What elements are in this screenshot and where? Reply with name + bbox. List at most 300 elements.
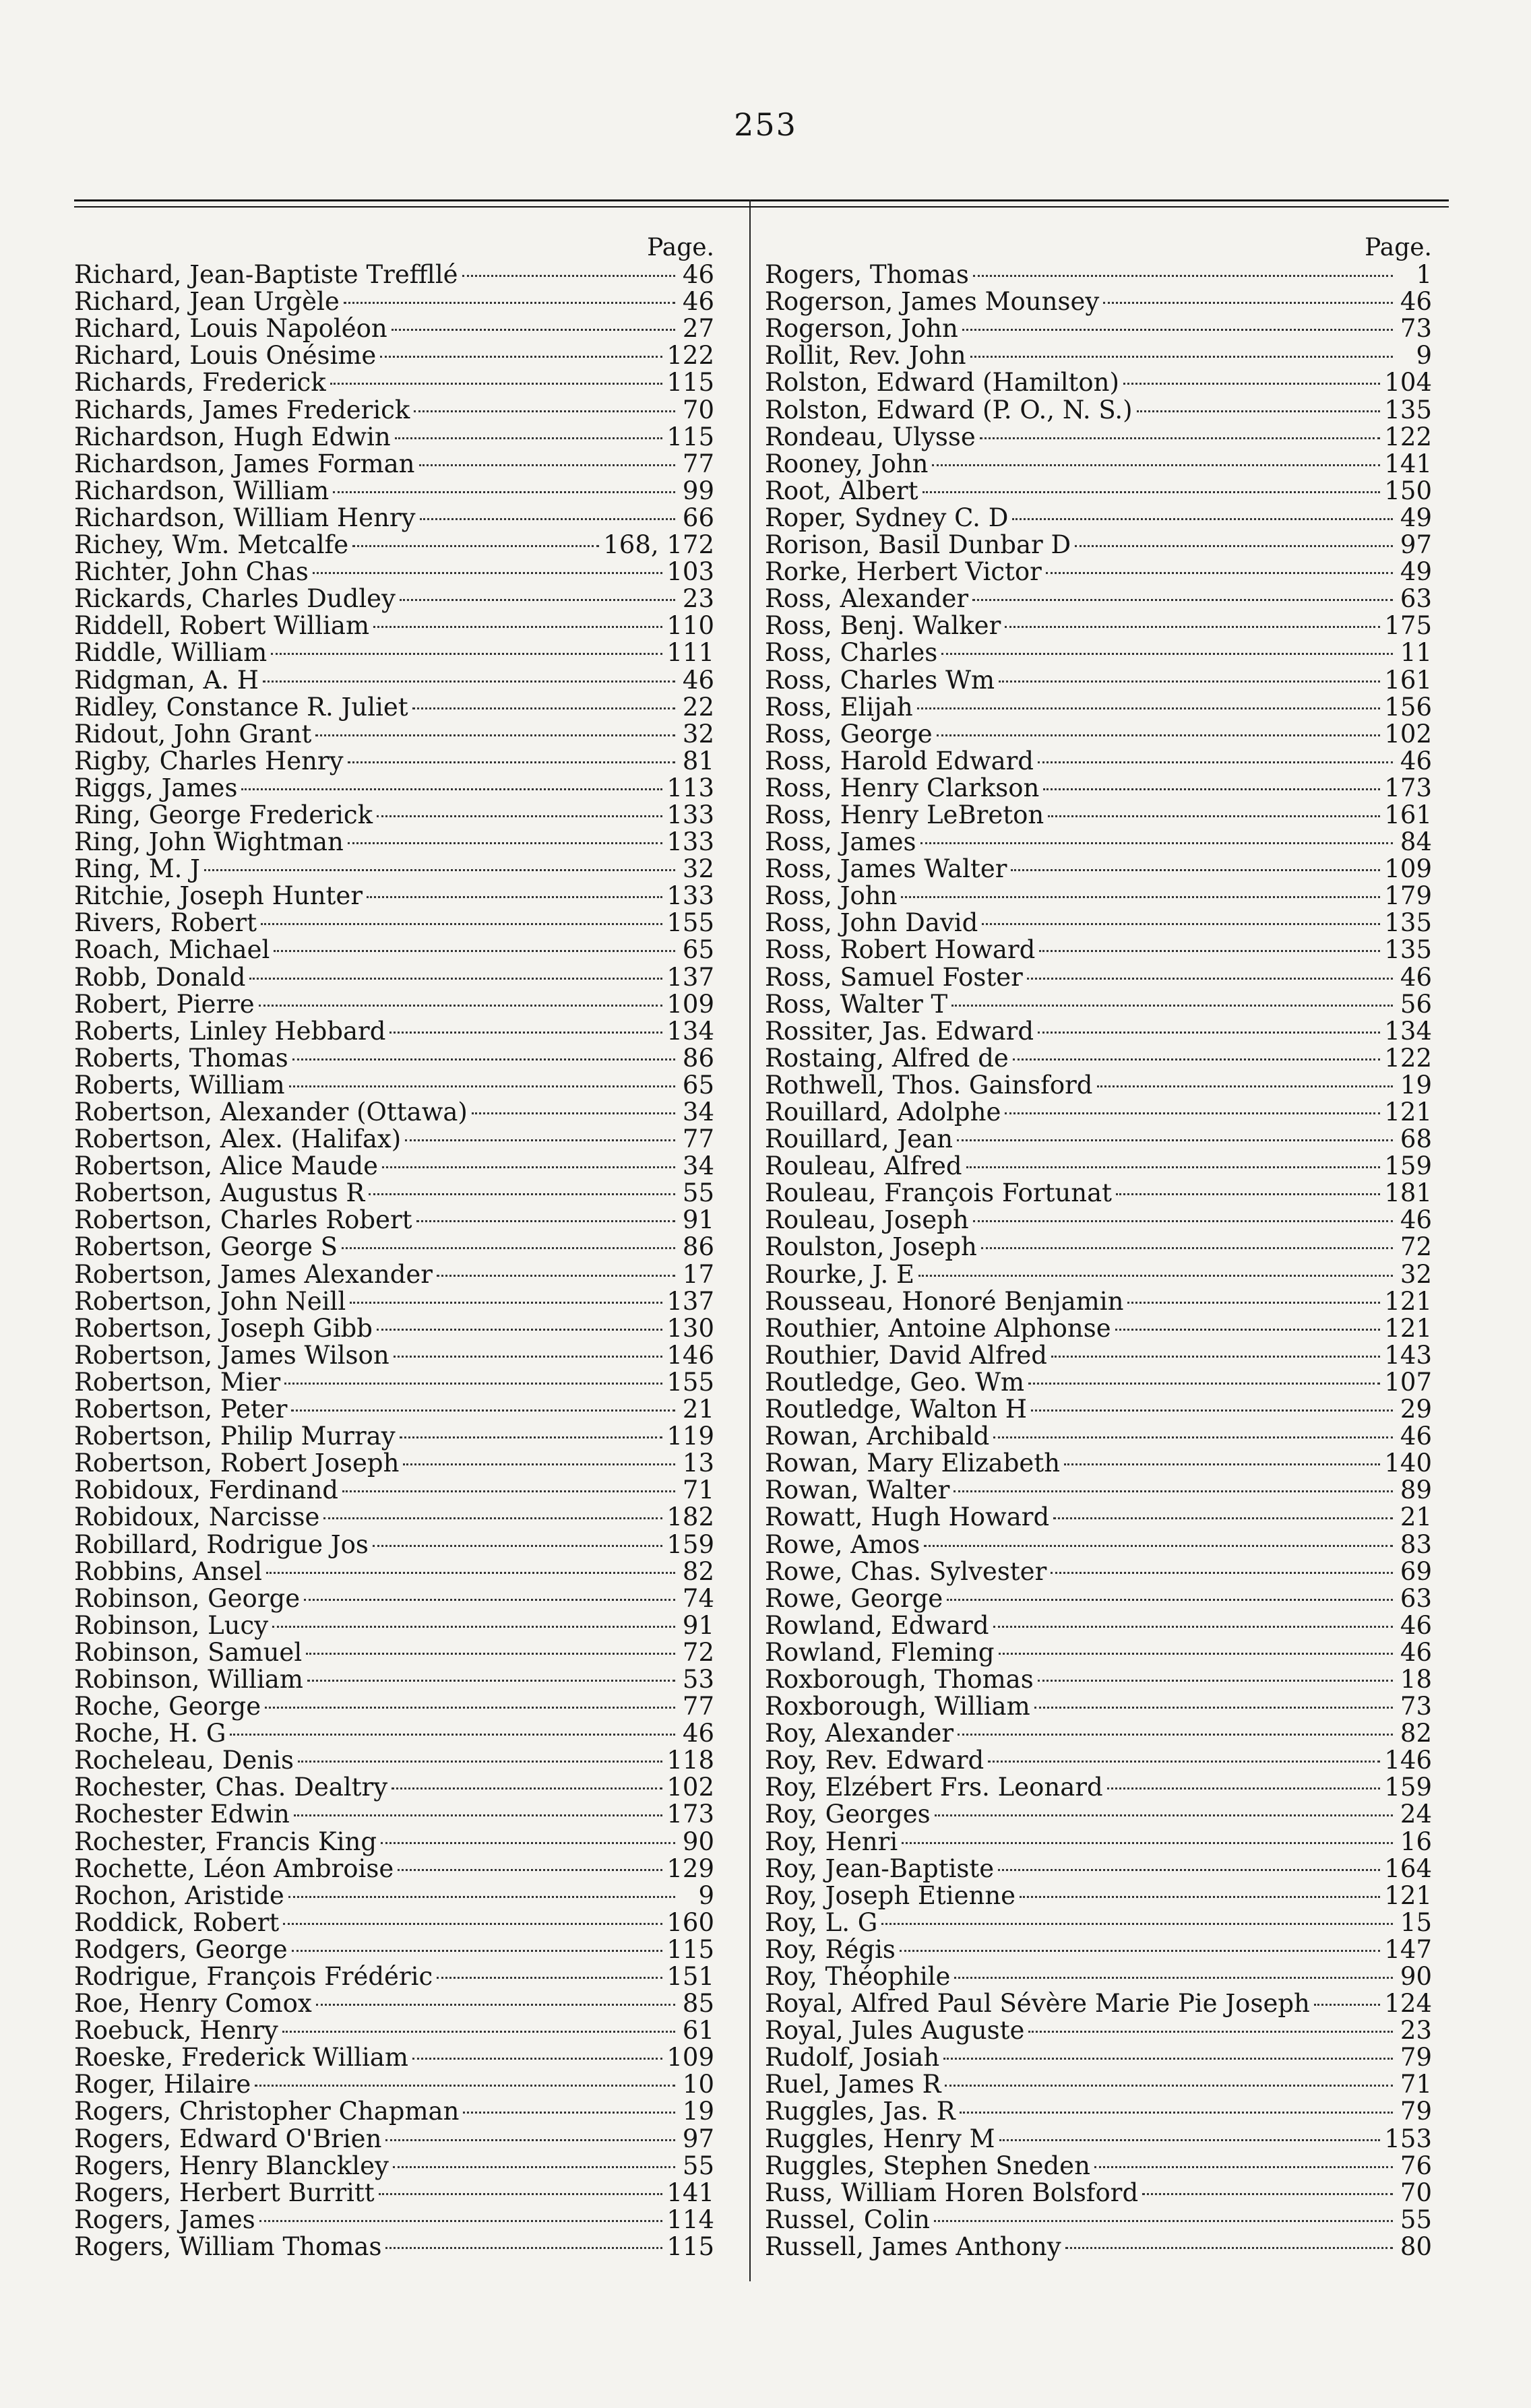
entry-name: Rorke, Herbert Victor [765, 557, 1042, 587]
dot-leader [344, 302, 675, 304]
index-entry [765, 1477, 1432, 1504]
entry-name: Roberts, Linley Hebbard [74, 1016, 386, 1046]
entry-page: 55 [1400, 2205, 1432, 2234]
index-entry [74, 1558, 714, 1585]
index-entry [765, 694, 1432, 721]
entry-name: Ruggles, Jas. R [765, 2097, 956, 2126]
entry-page: 71 [682, 1476, 714, 1505]
dot-leader [1027, 978, 1393, 980]
index-entry [74, 2017, 714, 2044]
index-entry [74, 1261, 714, 1288]
entry-name: Roy, Régis [765, 1934, 896, 1964]
dot-leader [389, 1032, 662, 1034]
index-entry [765, 585, 1432, 612]
entry-page: 115 [666, 1934, 714, 1964]
entry-page: 53 [682, 1664, 714, 1694]
entry-name: Richards, James Frederick [74, 395, 410, 424]
entry-name: Rouleau, François Fortunat [765, 1178, 1113, 1208]
index-entry [74, 856, 714, 883]
dot-leader [1107, 1787, 1381, 1789]
entry-name: Ridout, John Grant [74, 719, 312, 749]
index-entry [765, 1990, 1432, 2017]
dot-leader [993, 1436, 1393, 1438]
index-entry [765, 937, 1432, 963]
dot-leader [966, 1166, 1381, 1168]
index-entry [74, 1990, 714, 2017]
entry-name: Richard, Jean-Baptiste Treffllé [74, 260, 458, 290]
entry-name: Robertson, Charles Robert [74, 1205, 412, 1235]
index-entry [74, 2153, 714, 2180]
entry-name: Rogers, Henry Blanckley [74, 2151, 389, 2180]
entry-name: Roy, Alexander [765, 1719, 954, 1748]
index-entry [74, 1180, 714, 1207]
entry-name: Rowan, Walter [765, 1476, 950, 1505]
dot-leader [958, 1734, 1393, 1736]
entry-page: 90 [682, 1827, 714, 1856]
index-entry [74, 1639, 714, 1666]
entry-page: 19 [1400, 1070, 1432, 1100]
index-entry [74, 1909, 714, 1936]
dot-leader [1103, 302, 1393, 304]
entry-page: 151 [666, 1962, 714, 1991]
entry-name: Richards, Frederick [74, 368, 326, 398]
dot-leader [923, 491, 1381, 493]
dot-leader [937, 734, 1381, 736]
entry-page: 137 [666, 1286, 714, 1316]
dot-leader [373, 1545, 662, 1547]
entry-page: 23 [682, 584, 714, 614]
entry-name: Rickards, Charles Dudley [74, 584, 396, 614]
index-entry [74, 261, 714, 288]
index-entry [74, 2207, 714, 2233]
entry-name: Ross, James Walter [765, 854, 1007, 884]
index-entry [765, 667, 1432, 694]
entry-name: Roberts, Thomas [74, 1043, 288, 1073]
entry-page: 122 [1384, 422, 1432, 451]
dot-leader [1075, 545, 1393, 547]
entry-name: Rochon, Aristide [74, 1880, 284, 1910]
entry-page: 17 [682, 1259, 714, 1289]
entry-page: 121 [1384, 1880, 1432, 1910]
entry-page: 114 [666, 2205, 714, 2234]
entry-page: 113 [666, 773, 714, 802]
entry-page: 134 [666, 1016, 714, 1046]
index-entry [765, 1396, 1432, 1423]
index-entry [765, 1909, 1432, 1936]
index-entry [74, 1720, 714, 1747]
entry-page: 18 [1400, 1664, 1432, 1694]
index-entry [74, 559, 714, 585]
dot-leader [289, 1085, 675, 1087]
entry-page: 11 [1400, 638, 1432, 668]
entry-name: Robertson, Peter [74, 1395, 288, 1424]
entry-page: 109 [666, 2043, 714, 2072]
entry-name: Roche, H. G [74, 1719, 226, 1748]
dot-leader [380, 356, 662, 358]
index-entry [765, 1801, 1432, 1828]
index-entry [765, 1315, 1432, 1342]
entry-page: 16 [1400, 1827, 1432, 1856]
index-entry [765, 1558, 1432, 1585]
entry-name: Rouillard, Adolphe [765, 1098, 1001, 1127]
entry-page: 21 [682, 1395, 714, 1424]
entry-page: 111 [666, 638, 714, 668]
index-entry [765, 2207, 1432, 2233]
entry-name: Ruggles, Stephen Sneden [765, 2151, 1090, 2180]
index-entry [765, 2233, 1432, 2260]
index-entry [765, 829, 1432, 856]
index-entry [74, 1853, 714, 1883]
dot-leader [259, 1005, 663, 1007]
entry-name: Rousseau, Honoré Benjamin [765, 1286, 1124, 1316]
entry-page: 9 [1416, 341, 1432, 371]
index-entry [74, 1882, 714, 1909]
entry-name: Rothwell, Thos. Gainsford [765, 1070, 1093, 1100]
index-entry [765, 775, 1432, 802]
dot-leader [1011, 869, 1380, 871]
entry-name: Robertson, John Neill [74, 1286, 346, 1316]
index-entry [74, 937, 714, 963]
entry-page: 121 [1384, 1313, 1432, 1343]
index-entry [74, 1423, 714, 1450]
entry-name: Rogerson, James Mounsey [765, 287, 1100, 317]
dot-leader [1005, 1112, 1380, 1114]
dot-leader [379, 2193, 663, 2195]
index-entry [74, 451, 714, 478]
index-entry [765, 1666, 1432, 1693]
entry-name: Robinson, William [74, 1664, 303, 1694]
entry-page: 32 [682, 719, 714, 749]
page-column-header: Page. [1365, 234, 1432, 261]
dot-leader [918, 1275, 1393, 1277]
dot-leader [962, 329, 1393, 331]
index-entry [765, 478, 1432, 505]
entry-name: Ring, George Frederick [74, 800, 373, 829]
entry-name: Ruel, James R [765, 2070, 941, 2099]
entry-name: Ritchie, Joseph Hunter [74, 881, 363, 911]
dot-leader [259, 2220, 663, 2222]
entry-name: Rogerson, John [765, 314, 958, 344]
index-entry [74, 1369, 714, 1396]
index-entry [74, 748, 714, 775]
entry-name: Royal, Alfred Paul Sévère Marie Pie Joseph [765, 1989, 1310, 2019]
index-entry [74, 1504, 714, 1531]
entry-page: 55 [682, 2151, 714, 2180]
entry-name: Ring, M. J [74, 854, 200, 884]
entry-page: 141 [666, 2178, 714, 2207]
entry-page: 135 [1384, 395, 1432, 424]
entry-page: 179 [1384, 881, 1432, 911]
index-entry [765, 1963, 1432, 1990]
entry-name: Rowe, George [765, 1583, 943, 1613]
entry-name: Rossiter, Jas. Edward [765, 1016, 1034, 1046]
entry-name: Roulston, Joseph [765, 1232, 977, 1262]
entry-name: Ross, Henry LeBreton [765, 800, 1044, 829]
entry-page: 133 [666, 827, 714, 857]
index-entry [74, 1477, 714, 1504]
dot-leader [1065, 2247, 1393, 2249]
index-entry [765, 1747, 1432, 1774]
dot-leader [1028, 1383, 1380, 1385]
dot-leader [900, 1950, 1380, 1952]
dot-leader [1142, 2193, 1393, 2195]
dot-leader [1020, 1896, 1380, 1898]
index-entry [74, 802, 714, 829]
entry-page: 22 [682, 692, 714, 722]
index-entry [74, 829, 714, 856]
entry-page: 15 [1400, 1907, 1432, 1937]
entry-page: 46 [1400, 746, 1432, 775]
index-column-left [74, 234, 714, 2260]
entry-page: 29 [1400, 1395, 1432, 1424]
entry-page: 115 [666, 422, 714, 451]
entry-name: Robertson, James Alexander [74, 1259, 433, 1289]
entry-name: Rouillard, Jean [765, 1124, 954, 1154]
entry-name: Roper, Sydney C. D [765, 503, 1009, 532]
entry-name: Robertson, Robert Joseph [74, 1449, 400, 1478]
dot-leader [1039, 950, 1380, 952]
dot-leader [1043, 788, 1380, 790]
entry-page: 46 [682, 665, 714, 695]
entry-name: Roe, Henry Comox [74, 1989, 312, 2019]
entry-name: Ross, Benj. Walker [765, 611, 1001, 641]
entry-name: Rodrigue, François Frédéric [74, 1962, 433, 1991]
index-entry [74, 1936, 714, 1963]
entry-name: Rogers, James [74, 2205, 255, 2234]
dot-leader [323, 1517, 662, 1519]
dot-leader [954, 1490, 1393, 1492]
dot-leader [291, 1409, 675, 1412]
dot-leader [1038, 761, 1393, 763]
index-entry [765, 721, 1432, 748]
index-entry [74, 532, 714, 559]
dot-leader [1034, 1707, 1393, 1709]
entry-name: Rivers, Robert [74, 908, 257, 938]
entry-name: Robinson, George [74, 1583, 301, 1613]
dot-leader [1013, 1058, 1381, 1060]
entry-page: 137 [666, 962, 714, 992]
dot-leader [1127, 1302, 1380, 1304]
entry-name: Roeske, Frederick William [74, 2043, 408, 2072]
dot-leader [947, 1599, 1393, 1601]
entry-page: 159 [666, 1529, 714, 1559]
entry-name: Roy, Jean-Baptiste [765, 1853, 995, 1883]
index-entry [74, 2180, 714, 2207]
dot-leader [998, 1869, 1380, 1871]
entry-page: 118 [666, 1746, 714, 1775]
dot-leader [294, 1814, 663, 1816]
index-entry [74, 721, 714, 748]
entry-name: Roberts, William [74, 1070, 285, 1100]
index-entry [765, 856, 1432, 883]
entry-page: 77 [682, 1692, 714, 1721]
entry-name: Rolston, Edward (P. O., N. S.) [765, 395, 1133, 424]
entry-page: 63 [1400, 1583, 1432, 1613]
entry-page: 102 [666, 1773, 714, 1802]
dot-leader [316, 2004, 675, 2006]
dot-leader [392, 1787, 662, 1789]
dot-leader [935, 1814, 1393, 1816]
entry-page: 46 [1400, 1610, 1432, 1640]
dot-leader [292, 1950, 663, 1952]
index-entry [765, 505, 1432, 532]
entry-page: 161 [1384, 800, 1432, 829]
entry-page: 32 [1400, 1259, 1432, 1289]
entry-name: Rourke, J. E [765, 1259, 914, 1289]
entry-name: Royal, Jules Auguste [765, 2016, 1025, 2046]
entry-name: Roy, Georges [765, 1800, 931, 1829]
entry-name: Rochester, Chas. Dealtry [74, 1773, 388, 1802]
entry-page: 135 [1384, 908, 1432, 938]
entry-page: 164 [1384, 1853, 1432, 1883]
entry-name: Roy, Elzébert Frs. Leonard [765, 1773, 1103, 1802]
entry-name: Russel, Colin [765, 2205, 930, 2234]
entry-name: Rogers, Christopher Chapman [74, 2097, 460, 2126]
entry-name: Root, Albert [765, 476, 918, 505]
index-entry [765, 2098, 1432, 2125]
entry-name: Roach, Michael [74, 935, 270, 965]
entry-name: Rolston, Edward (Hamilton) [765, 368, 1119, 398]
dot-leader [352, 545, 599, 547]
index-entry [765, 1639, 1432, 1666]
dot-leader [249, 978, 662, 980]
dot-leader [980, 437, 1381, 439]
dot-leader [954, 1977, 1393, 1979]
index-entry [765, 883, 1432, 910]
dot-leader [348, 842, 663, 844]
entry-name: Routledge, Geo. Wm [765, 1367, 1025, 1397]
index-entry [765, 1936, 1432, 1963]
dot-leader [400, 1436, 663, 1438]
entry-page: 168, 172 [603, 530, 714, 560]
entry-page: 159 [1384, 1773, 1432, 1802]
index-entry [765, 1720, 1432, 1747]
index-entry [765, 1853, 1432, 1883]
index-entry [765, 1504, 1432, 1531]
entry-page: 175 [1384, 611, 1432, 641]
index-entry [765, 1045, 1432, 1072]
index-entry [74, 991, 714, 1018]
entry-page: 63 [1400, 584, 1432, 614]
entry-name: Routledge, Walton H [765, 1395, 1028, 1424]
index-entry [765, 261, 1432, 288]
entry-name: Richard, Louis Napoléon [74, 314, 387, 344]
entry-name: Ridley, Constance R. Juliet [74, 692, 408, 722]
dot-leader [377, 815, 662, 817]
index-column-right [765, 234, 1432, 2260]
dot-leader [881, 1923, 1393, 1925]
entry-name: Robertson, Alexander (Ottawa) [74, 1098, 468, 1127]
entry-page: 122 [1384, 1043, 1432, 1073]
entry-page: 102 [1384, 719, 1432, 749]
entry-page: 109 [666, 989, 714, 1019]
entry-page: 55 [682, 1178, 714, 1208]
header-rule-top [74, 199, 1449, 201]
dot-leader [381, 1842, 675, 1844]
dot-leader [307, 1680, 675, 1682]
entry-name: Ruggles, Henry M [765, 2124, 995, 2153]
entry-name: Rowatt, Hugh Howard [765, 1502, 1050, 1532]
dot-leader [398, 1869, 662, 1871]
entry-page: 121 [1384, 1286, 1432, 1316]
dot-leader [972, 599, 1393, 601]
entry-name: Robinson, Lucy [74, 1610, 269, 1640]
dot-leader [1005, 626, 1380, 628]
entry-name: Rowe, Chas. Sylvester [765, 1556, 1047, 1586]
dot-leader [973, 1220, 1393, 1222]
entry-name: Ross, Walter T [765, 989, 948, 1019]
dot-leader [330, 383, 663, 385]
header-rule-bottom [74, 206, 1449, 208]
dot-leader [420, 518, 676, 520]
index-entry [765, 288, 1432, 315]
entry-page: 134 [1384, 1016, 1432, 1046]
index-entry [74, 1963, 714, 1990]
entry-page: 83 [1400, 1529, 1432, 1559]
index-entry [765, 1829, 1432, 1856]
dot-leader [265, 1707, 675, 1709]
index-entry [74, 585, 714, 612]
entry-page: 79 [1400, 2043, 1432, 2072]
entry-name: Rodgers, George [74, 1934, 288, 1964]
entry-name: Rudolf, Josiah [765, 2043, 940, 2072]
dot-leader [1094, 2166, 1393, 2168]
dot-leader [204, 869, 675, 871]
column-divider [749, 199, 751, 2281]
entry-name: Robertson, Joseph Gibb [74, 1313, 373, 1343]
entry-name: Routhier, Antoine Alphonse [765, 1313, 1111, 1343]
dot-leader [932, 464, 1380, 466]
entry-name: Roy, Joseph Etienne [765, 1880, 1016, 1910]
entry-page: 46 [682, 260, 714, 290]
dot-leader [999, 680, 1380, 683]
dot-leader [437, 1275, 675, 1277]
index-entry [74, 1693, 714, 1720]
dot-leader [272, 1626, 675, 1628]
entry-name: Riggs, James [74, 773, 238, 802]
entry-name: Robidoux, Ferdinand [74, 1476, 338, 1505]
entry-page: 129 [666, 1853, 714, 1883]
index-entry [74, 639, 714, 666]
entry-name: Rocheleau, Denis [74, 1746, 294, 1775]
entry-page: 146 [1384, 1746, 1432, 1775]
index-entry [74, 1450, 714, 1477]
entry-name: Rorison, Basil Dunbar D [765, 530, 1071, 560]
dot-leader [901, 896, 1380, 898]
entry-name: Robillard, Rodrigue Jos [74, 1529, 369, 1559]
dot-leader [1048, 815, 1380, 817]
dot-leader [348, 761, 675, 763]
index-entry [765, 1423, 1432, 1450]
entry-page: 69 [1400, 1556, 1432, 1586]
dot-leader [943, 2058, 1393, 2060]
dot-leader [405, 1139, 675, 1141]
entry-page: 46 [1400, 1205, 1432, 1235]
entry-name: Robertson, James Wilson [74, 1340, 389, 1370]
index-entry [74, 694, 714, 721]
entry-page: 140 [1384, 1449, 1432, 1478]
dot-leader [1314, 2004, 1381, 2006]
entry-page: 46 [1400, 287, 1432, 317]
index-entry [74, 1045, 714, 1072]
entry-name: Ross, Samuel Foster [765, 962, 1023, 992]
entry-page: 89 [1400, 1476, 1432, 1505]
entry-page: 46 [1400, 962, 1432, 992]
index-entry [74, 1531, 714, 1558]
index-entry [765, 369, 1432, 396]
index-entry [765, 2017, 1432, 2044]
entry-page: 49 [1400, 503, 1432, 532]
